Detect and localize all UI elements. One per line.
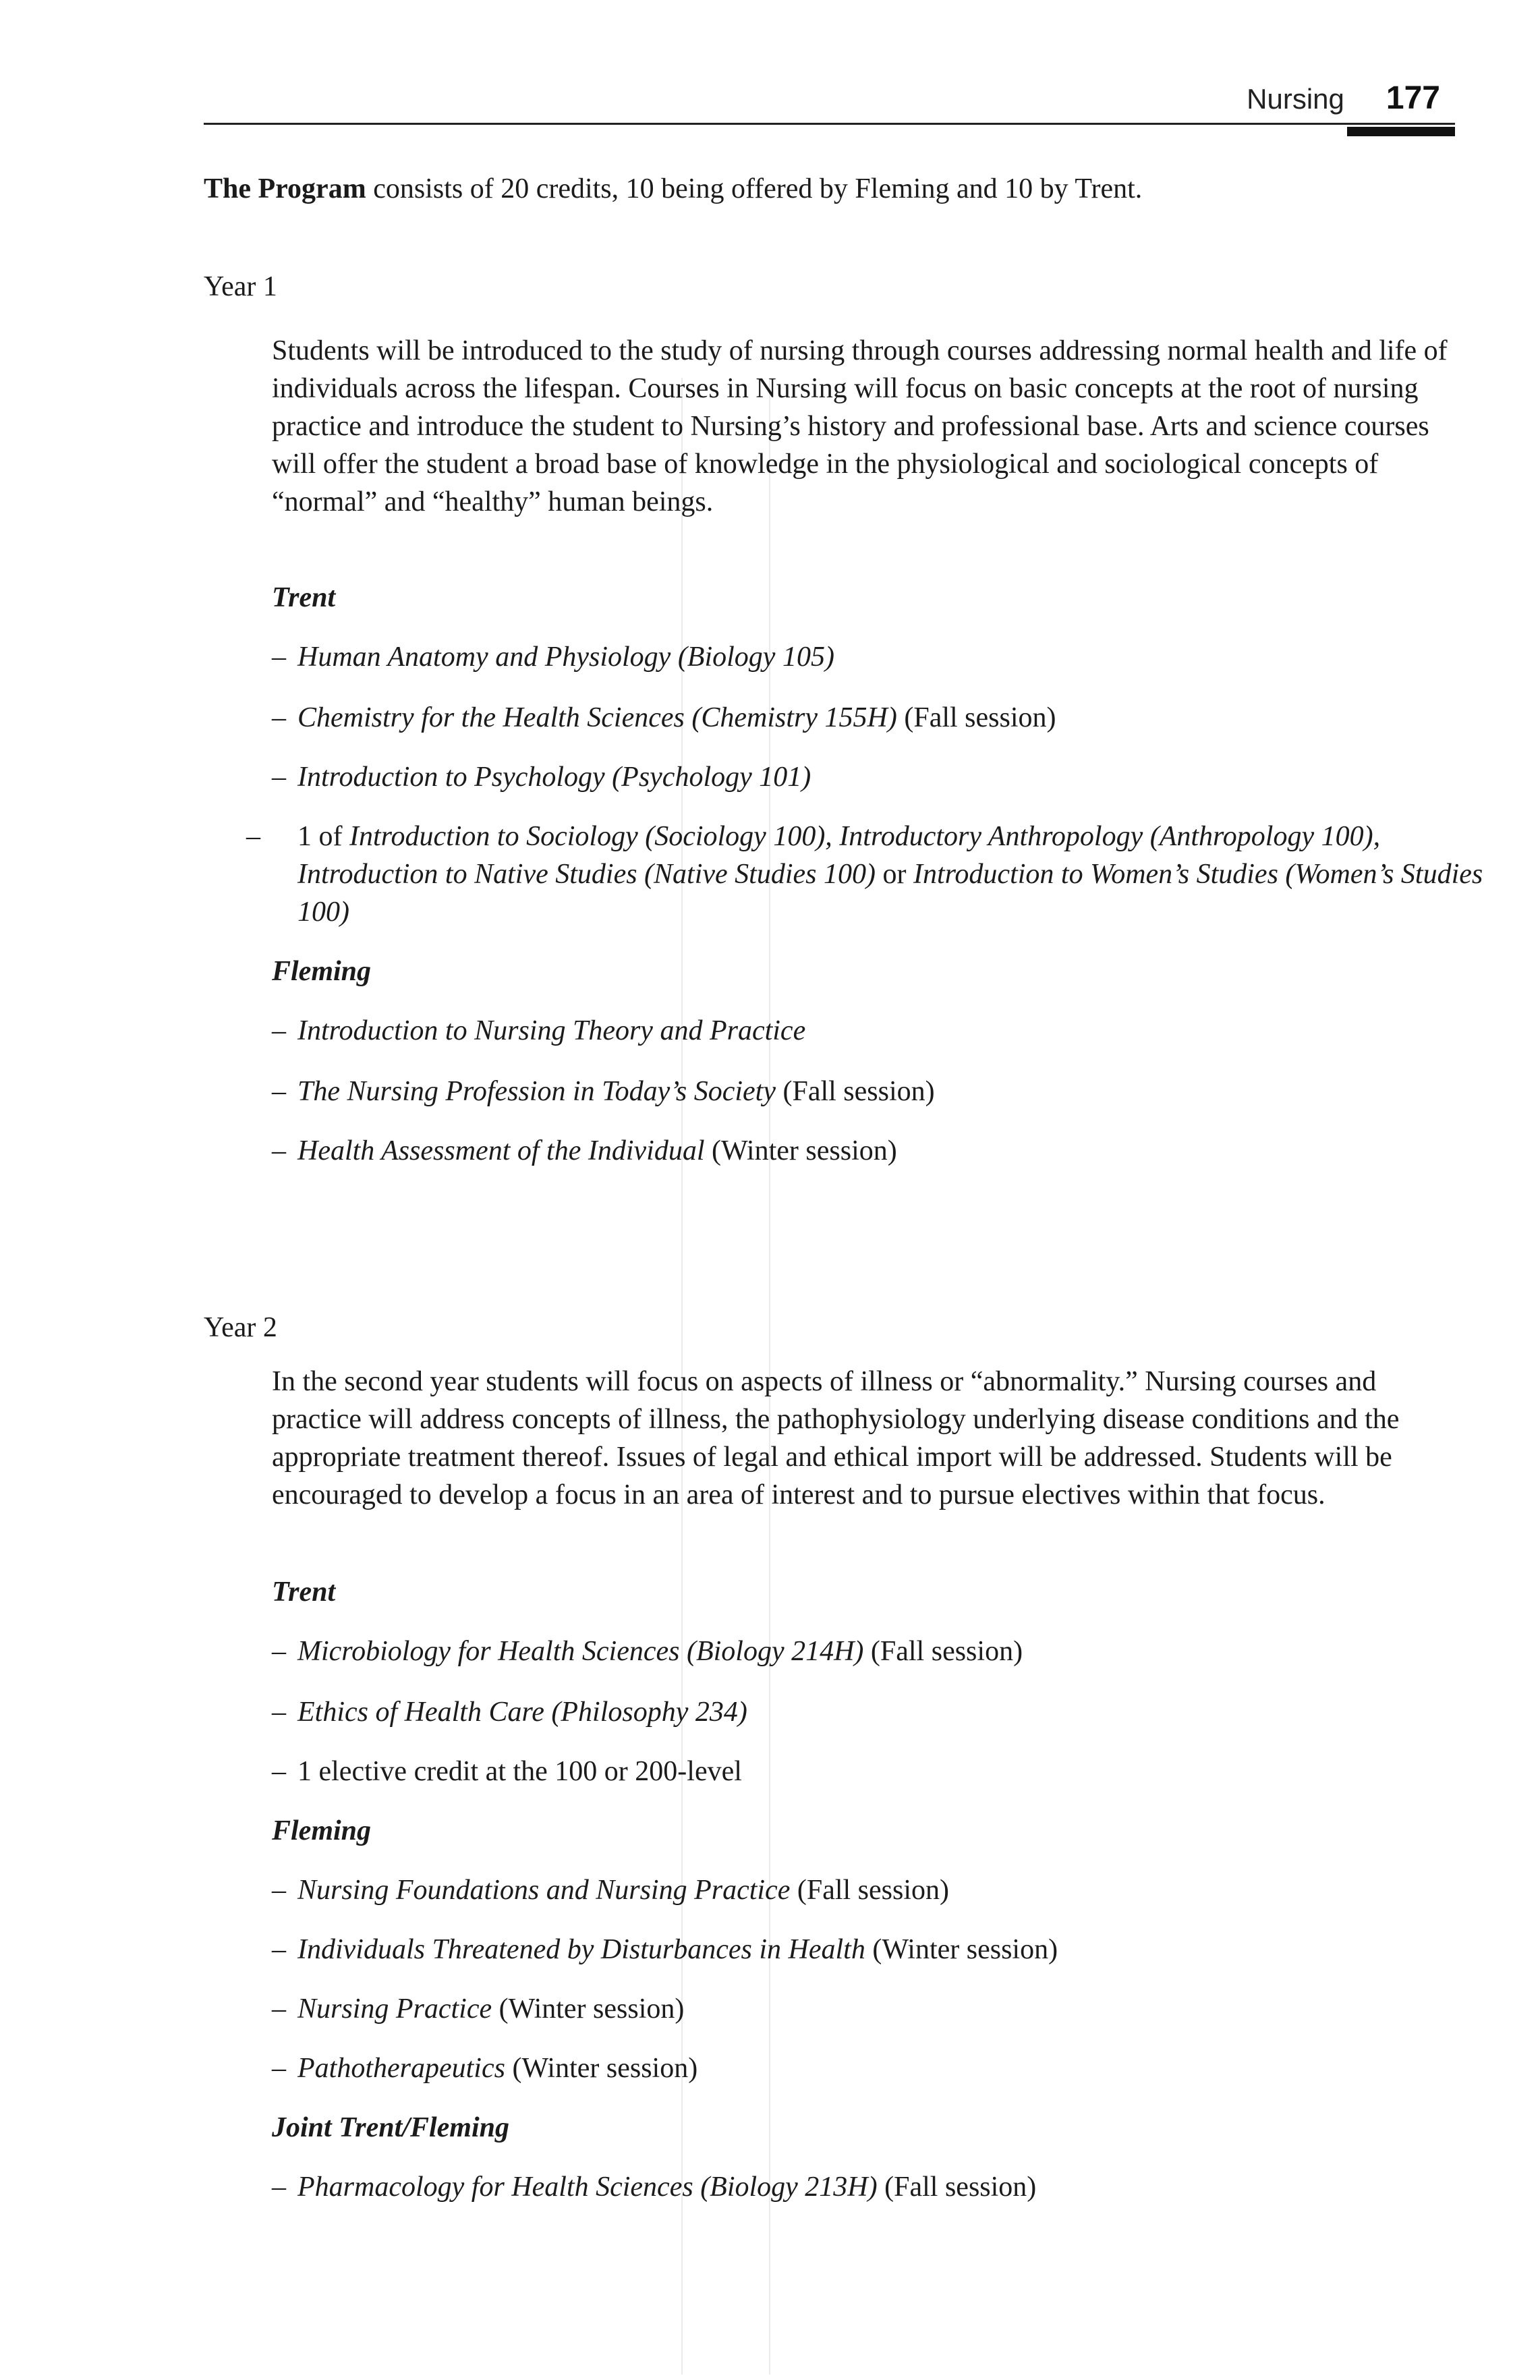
list-item: – The Nursing Profession in Today’s Society (Fall session) bbox=[272, 1076, 935, 1107]
list-item: – Ethics of Health Care (Philosophy 234) bbox=[272, 1697, 747, 1728]
list-item: – Introduction to Psychology (Psychology 101) bbox=[272, 762, 811, 793]
year-2-paragraph: In the second year students will focus on aspects of illness or “abnormality.” Nursing courses and practice will address concepts of illness, the pathophysiology underlying disease conditions and the appropriate treatment thereof. Issues of legal and ethical import will be addressed. Students will be encouraged to develop a focus in an area of interest and to pursue electives within that focus. bbox=[272, 1366, 1400, 1510]
year-1-fleming-label: Fleming bbox=[272, 956, 372, 987]
list-item: – Human Anatomy and Physiology (Biology 105) bbox=[272, 642, 834, 673]
list-item: – Health Assessment of the Individual (Winter session) bbox=[272, 1135, 897, 1166]
list-item: – Nursing Practice (Winter session) bbox=[272, 1993, 685, 2024]
list-item: – Microbiology for Health Sciences (Biology 214H) (Fall session) bbox=[272, 1636, 1023, 1667]
list-item: – 1 elective credit at the 100 or 200-level bbox=[272, 1756, 742, 1787]
list-item-choice: – 1 of Introduction to Sociology (Sociology 100), Introductory Anthropology (Anthropology 100), Introduction to Native Studies (Native Studies 100) or Introduction to Women’s Studies (Women’s Studies 100) bbox=[246, 821, 1483, 928]
list-item: – Chemistry for the Health Sciences (Chemistry 155H) (Fall session) bbox=[272, 702, 1056, 733]
list-item: – Pathotherapeutics (Winter session) bbox=[272, 2053, 698, 2084]
list-item: – Introduction to Nursing Theory and Practice bbox=[272, 1015, 806, 1046]
list-item: – Individuals Threatened by Disturbances in Health (Winter session) bbox=[272, 1934, 1058, 1965]
header-rule bbox=[204, 123, 1455, 125]
list-item: – Nursing Foundations and Nursing Practice (Fall session) bbox=[272, 1875, 950, 1906]
intro-text: consists of 20 credits, 10 being offered by Fleming and 10 by Trent. bbox=[366, 173, 1143, 204]
year-1-paragraph: Students will be introduced to the study of nursing through courses addressing normal health and life of individuals across the lifespan. Courses in Nursing will focus on basic concepts at the root of nursing practice and introduce the student to Nursing’s history and professional base. Arts and science courses will offer the student a broad base of knowledge in the physiological and sociological concepts of “normal” and “healthy” human beings. bbox=[272, 335, 1448, 517]
year-2-trent-label: Trent bbox=[272, 1577, 336, 1608]
page-number: 177 bbox=[1386, 80, 1440, 116]
thumb-tab bbox=[1347, 127, 1455, 136]
year-2-joint-label: Joint Trent/Fleming bbox=[272, 2112, 509, 2143]
year-2-heading: Year 2 bbox=[204, 1312, 277, 1343]
year-2-fleming-label: Fleming bbox=[272, 1815, 372, 1846]
list-item: – Pharmacology for Health Sciences (Biology 213H) (Fall session) bbox=[272, 2172, 1037, 2203]
intro-lead: The Program bbox=[204, 173, 366, 204]
year-1-trent-label: Trent bbox=[272, 582, 336, 613]
section-title: Nursing bbox=[1247, 83, 1344, 115]
year-1-heading: Year 1 bbox=[204, 271, 277, 302]
running-head bbox=[1247, 80, 1440, 117]
program-intro bbox=[204, 169, 1142, 209]
